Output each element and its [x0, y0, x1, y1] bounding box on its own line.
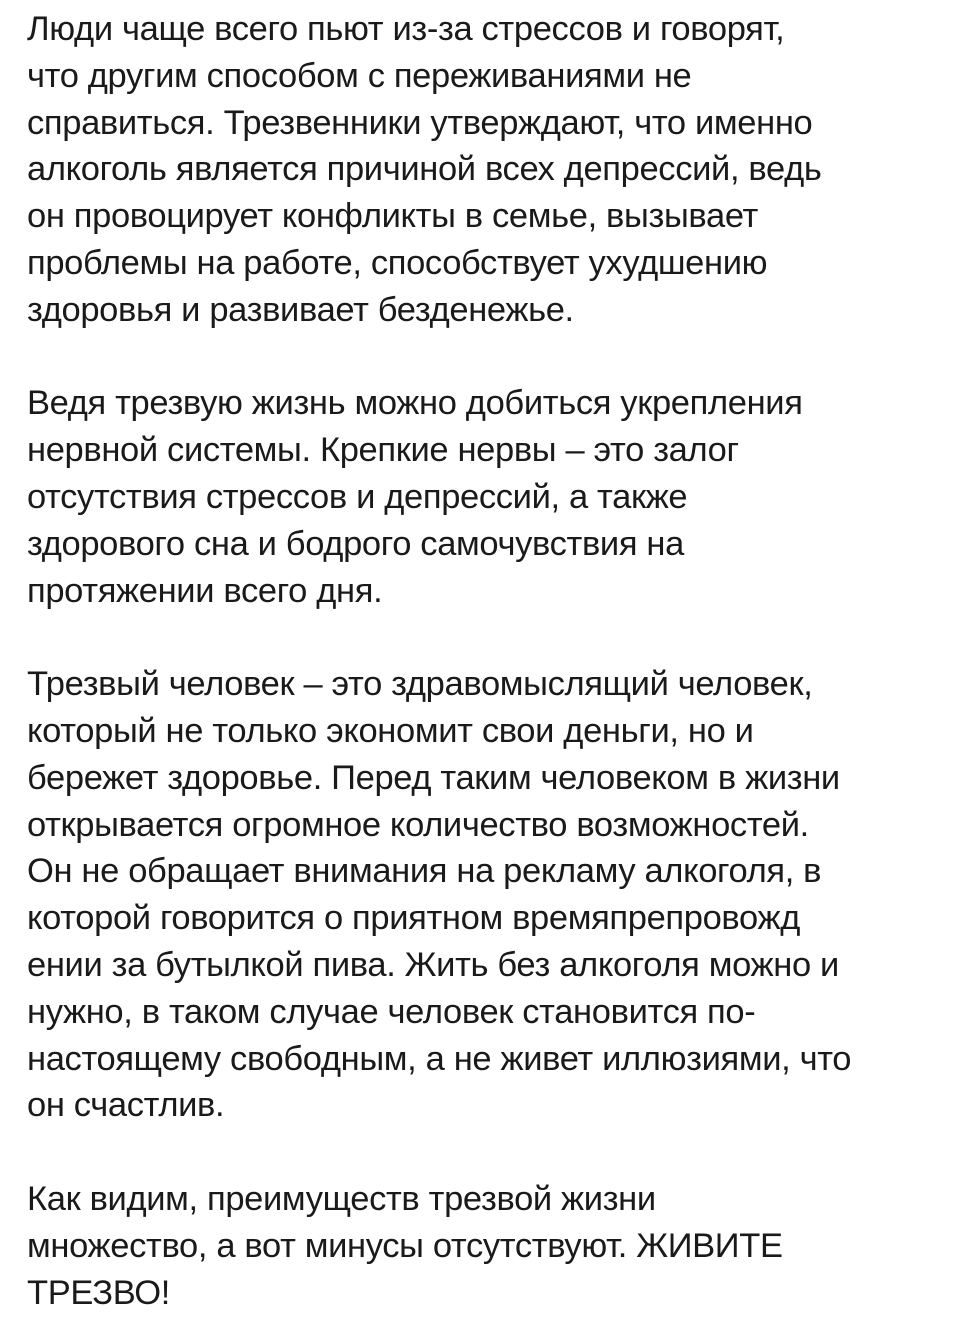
text-line: что другим способом с переживаниями не	[27, 56, 692, 95]
text-line: здоровья и развивает безденежье.	[27, 290, 574, 329]
text-line: проблемы на работе, способствует ухудшению	[27, 243, 768, 282]
text-line: Как видим, преимуществ трезвой жизни	[27, 1179, 656, 1218]
paragraph-stress	[27, 6, 947, 334]
text-line: которой говорится о приятном времяпрепровожд	[27, 899, 800, 938]
document-body	[27, 6, 947, 1316]
text-line: ТРЕЗВО!	[27, 1273, 171, 1312]
text-line: алкоголь является причиной всех депрессий, ведь	[27, 150, 822, 189]
text-line: справиться. Трезвенники утверждают, что именно	[27, 103, 813, 142]
text-line: нужно, в таком случае человек становится по-	[27, 992, 756, 1031]
text-line: отсутствия стрессов и депрессий, а также	[27, 477, 688, 516]
text-line: Он не обращает внимания на рекламу алкоголя, в	[27, 852, 822, 891]
text-line: здорового сна и бодрого самочувствия на	[27, 524, 684, 563]
text-line: настоящему свободным, а не живет иллюзиями, что	[27, 1039, 852, 1078]
text-line: множество, а вот минусы отсутствуют. ЖИВИТЕ	[27, 1226, 783, 1265]
paragraph-nervous-system	[27, 380, 947, 614]
paragraph-spacer	[27, 614, 947, 661]
text-line: ении за бутылкой пива. Жить без алкоголя можно и	[27, 945, 839, 984]
paragraph-spacer	[27, 334, 947, 381]
text-line: Трезвый человек – это здравомыслящий человек,	[27, 665, 813, 704]
text-line: бережет здоровье. Перед таким человеком в жизни	[27, 758, 840, 797]
paragraph-spacer	[27, 1129, 947, 1176]
paragraph-conclusion	[27, 1176, 947, 1316]
text-line: который не только экономит свои деньги, но и	[27, 711, 754, 750]
text-line: нервной системы. Крепкие нервы – это залог	[27, 431, 739, 470]
text-line: он счастлив.	[27, 1086, 225, 1125]
text-line: Люди чаще всего пьют из-за стрессов и говорят,	[27, 10, 785, 48]
text-line: протяжении всего дня.	[27, 571, 383, 610]
text-line: открывается огромное количество возможностей.	[27, 805, 809, 844]
text-line: Ведя трезвую жизнь можно добиться укрепления	[27, 384, 803, 423]
paragraph-sober-person	[27, 661, 947, 1129]
text-line: он провоцирует конфликты в семье, вызывает	[27, 197, 758, 236]
